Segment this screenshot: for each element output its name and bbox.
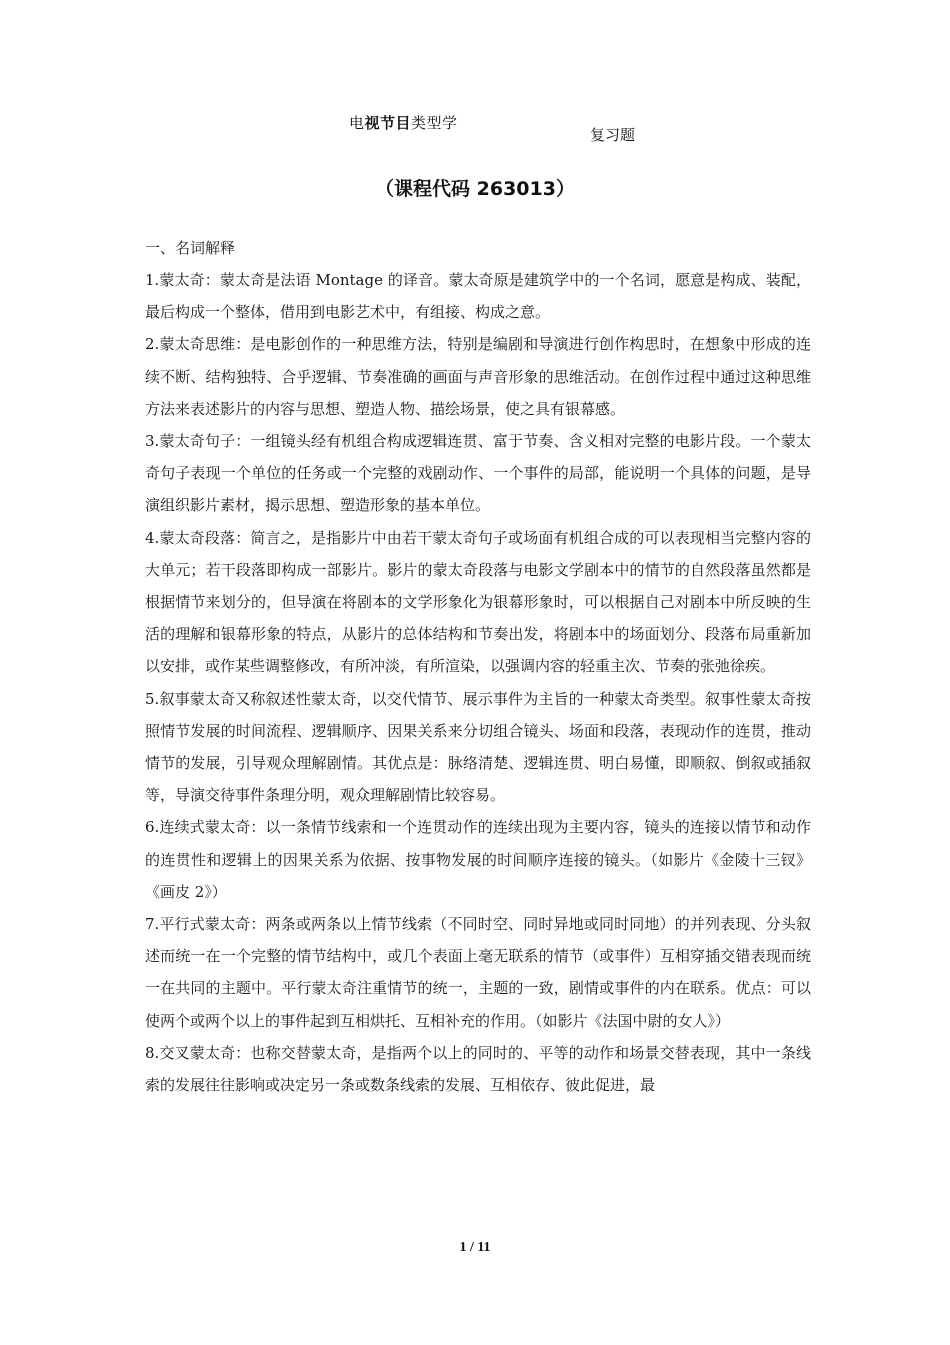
course-title-bold: 视节目 (364, 114, 412, 132)
term-entry-4: 4.蒙太奇段落：简言之，是指影片中由若干蒙太奇句子或场面有机组合成的可以表现相当完整内容的大单元；若干段落即构成一部影片。影片的蒙太奇段落与电影文学剧本中的情节的自然段落虽然都是根据情节来划分的，但导演在将剧本的文学形象化为银幕形象时，可以根据自己对剧本中所反映的生活的理解和银幕形象的特点，从影片的总体结构和节奏出发，将剧本中的场面划分、段落布局重新加以安排，或作某些调整修改，有所冲淡，有所渲染，以强调内容的轻重主次、节奏的张弛徐疾。 (145, 528, 811, 676)
document-body (145, 232, 811, 1101)
term-entry-1: 1.蒙太奇：蒙太奇是法语 Montage 的译音。蒙太奇原是建筑学中的一个名词，愿意是构成、装配，最后构成一个整体，借用到电影艺术中，有组接、构成之意。 (145, 271, 811, 322)
term-entry-5: 5.叙事蒙太奇又称叙述性蒙太奇，以交代情节、展示事件为主旨的一种蒙太奇类型。叙事性蒙太奇按照情节发展的时间流程、逻辑顺序、因果关系来分切组合镜头、场面和段落，表现动作的连贯，推动情节的发展，引导观众理解剧情。其优点是：脉络清楚、逻辑连贯、明白易懂，即顺叙、倒叙或插叙等，导演交待事件条理分明，观众理解剧情比较容易。 (145, 689, 811, 805)
course-title (349, 112, 458, 133)
review-label: 复习题 (590, 126, 636, 144)
section-heading: 一、名词解释 (145, 239, 236, 257)
course-code: （课程代码 263013） (375, 178, 575, 200)
term-entry-3: 3.蒙太奇句子：一组镜头经有机组合构成逻辑连贯、富于节奏、含义相对完整的电影片段。一个蒙太奇句子表现一个单位的任务或一个完整的戏剧动作、一个事件的局部，能说明一个具体的问题，是导演组织影片素材，揭示思想、塑造形象的基本单位。 (145, 432, 811, 515)
term-entry-2: 2.蒙太奇思维：是电影创作的一种思维方法，特别是编剧和导演进行创作构思时，在想象中形成的连续不断、结构独特、合乎逻辑、节奏准确的画面与声音形象的思维活动。在创作过程中通过这种思维方法来表述影片的内容与思想、塑造人物、描绘场景，使之具有银幕感。 (145, 335, 811, 418)
course-title-part1: 电 (349, 114, 365, 132)
term-entry-6: 6.连续式蒙太奇：以一条情节线索和一个连贯动作的连续出现为主要内容，镜头的连接以情节和动作的连贯性和逻辑上的因果关系为依据、按事物发展的时间顺序连接的镜头。（如影片《金陵十三钗》《画皮 2》） (145, 818, 811, 901)
term-entry-7: 7.平行式蒙太奇：两条或两条以上情节线索（不同时空、同时异地或同时同地）的并列表现、分头叙述而统一在一个完整的情节结构中，或几个表面上毫无联系的情节（或事件）互相穿插交错表现而统一在共同的主题中。平行蒙太奇注重情节的统一，主题的一致，剧情或事件的内在联系。优点：可以使两个或两个以上的事件起到互相烘托、互相补充的作用。（如影片《法国中尉的女人》） (145, 915, 811, 1030)
page-number: 1 / 11 (459, 1240, 491, 1255)
course-title-part2: 类型学 (411, 114, 458, 132)
term-entry-8: 8.交叉蒙太奇：也称交替蒙太奇，是指两个以上的同时的、平等的动作和场景交替表现，其中一条线索的发展往往影响或决定另一条或数条线索的发展、互相依存、彼此促进，最 (145, 1043, 811, 1095)
